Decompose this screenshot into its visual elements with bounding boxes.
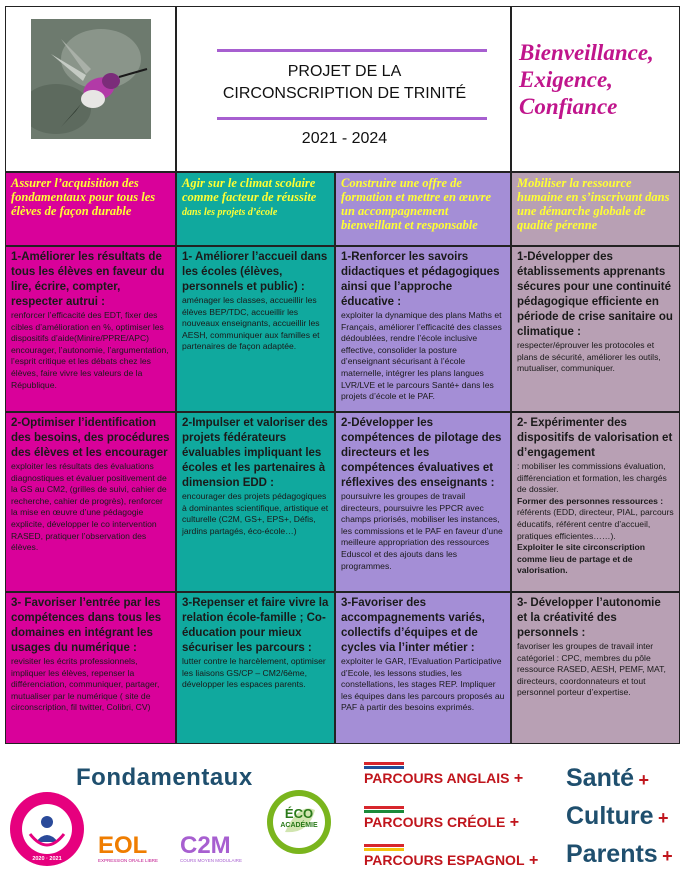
objective-extra-bold-text: Exploiter le site circonscription comme lieu de partage et de valorisation. (517, 542, 645, 576)
parents-text: Parents (566, 840, 658, 868)
objective-extra-title: Former des personnes ressources : (517, 495, 664, 506)
plus-icon: + (513, 770, 524, 787)
objective-extra-desc: référents (EDD, directeur, PIAL, parcours éducatifs, référent centre d’accueil, pratiques efficientes……). (517, 507, 674, 541)
objective-title: 1- Améliorer l’accueil dans les écoles (élèves, personnels et public) : (182, 251, 328, 293)
objective-3-1 (335, 246, 511, 412)
objective-2-3 (176, 592, 335, 744)
parcours-creole-logo (364, 814, 519, 832)
column-heading-1 (5, 172, 176, 246)
eco-logo-sub: ACADÉMIE (280, 822, 318, 829)
objective-desc: poursuivre les groupes de travail directeurs, poursuivre les PPCR avec champs priorisés, mobiliser les instances, les commissions et le PAF en faveur d’une meilleure appropriation des ressources Eduscol et des ajouts dans les programmes. (341, 491, 503, 571)
parents-plus-logo (566, 840, 673, 869)
plus-icon: + (528, 852, 539, 869)
column-heading-3-text: Construire une offre de formation et mettre en œuvre un accompagnement bienveillant et responsable (341, 176, 491, 232)
plus-icon: + (638, 770, 650, 790)
objective-title: 1-Renforcer les savoirs didactiques et pédagogiques ainsi que l’approche éducative : (341, 251, 500, 308)
column-heading-4 (511, 172, 680, 246)
objective-title: 2-Impulser et valoriser des projets fédérateurs évaluables impliquant les écoles et les partenaires à dimension EDD : (182, 417, 328, 489)
column-heading-1-text: Assurer l’acquisition des fondamentaux pour tous les élèves de façon durable (11, 176, 156, 218)
flag-stripe-icon (364, 844, 404, 852)
flag-stripe-icon (364, 762, 404, 770)
fondamentaux-logo (76, 764, 253, 792)
objective-3-3 (335, 592, 511, 744)
objective-4-1 (511, 246, 680, 412)
flag-stripe-icon (364, 806, 404, 814)
column-heading-2-sub: dans les projets d’école (182, 207, 278, 218)
objective-2-2 (176, 412, 335, 592)
eco-academie-logo (265, 788, 333, 856)
plus-icon: + (657, 808, 669, 828)
objective-title: 3-Favoriser des accompagnements variés, collectifs d’équipes et de cycles via l’inter métier : (341, 597, 485, 654)
objective-4-3 (511, 592, 680, 744)
culture-plus-logo (566, 802, 668, 831)
column-heading-2-text: Agir sur le climat scolaire comme facteur de réussite (182, 176, 317, 204)
objective-extra-bold (517, 542, 674, 577)
objective-desc: revisiter les écrits professionnels, impliquer les élèves, repenser la différenciation, communiquer, partager, mutualiser par le numérique ( site de circonscription, fil twitter, Colibri, CV) (11, 656, 160, 713)
column-heading-2 (176, 172, 335, 246)
plus-icon: + (662, 846, 673, 866)
years-label: 2021 - 2024 (301, 130, 388, 147)
objective-title: 1-Développer des établissements apprenants sécures pour une continuité pédagogique efficiente en période de crise sanitaire ou climatique : (517, 251, 673, 338)
objective-desc: exploiter les résultats des évaluations diagnostiques et évaluer positivement de la GS au CM2, (grilles de suivi, cahier de recherche, cahier de progrès), renforcer la mise en œuvre d’une pédagogie explicite, développer le co intervention RASED, pratiquer l’observation des élèves. (11, 461, 167, 553)
eco-logo-text: ÉCO (284, 806, 314, 821)
column-heading-3 (335, 172, 511, 246)
eol-logo-text: EOL (98, 832, 148, 859)
header-title-cell (176, 6, 511, 172)
objective-title: 2- Expérimenter des dispositifs de valorisation et d’engagement (517, 417, 673, 459)
column-heading-4-text: Mobiliser la ressource humaine en s’inscrivant dans une démarche globale de qualité pérenne (517, 176, 670, 232)
objective-1-3 (5, 592, 176, 744)
page-title (177, 61, 511, 105)
objective-desc: exploiter la dynamique des plans Maths et Français, améliorer l’efficacité des classes dédoublées, rendre l’école inclusive effective, consolider la posture d’enseignant sécurisant à l’école maternelle, intégrer les plans langues LVR/LVE et le parcours Santé+ dans les projets d’école et le PAF. (341, 310, 502, 402)
parcours-anglais-text: PARCOURS ANGLAIS (364, 770, 510, 786)
objective-4-2 (511, 412, 680, 592)
objective-2-1 (176, 246, 335, 412)
title-bar-bottom (217, 117, 487, 120)
hummingbird-image (31, 19, 151, 139)
objective-desc: : mobiliser les commissions évaluation, différenciation et formation, les chargés de dossier. (517, 461, 667, 495)
tagline (519, 39, 654, 120)
objective-desc: favoriser les groupes de travail inter catégoriel : CPC, membres du pôle ressource RASED, AESH, PEMF, MAT, directeurs, coordonnateurs et tout personnel porteur d’expertise. (517, 641, 666, 698)
sante-plus-logo (566, 764, 649, 793)
culture-text: Culture (566, 802, 654, 830)
parcours-espagnol-text: PARCOURS ESPAGNOL (364, 852, 525, 868)
eol-logo (98, 834, 162, 863)
objective-title: 2-Développer les compétences de pilotage des directeurs et les compétences évaluatives et réflexives des enseignants : (341, 417, 502, 489)
objective-3-2 (335, 412, 511, 592)
tagline-3: Confiance (519, 94, 618, 119)
objective-title: 3-Repenser et faire vivre la relation école-famille ; Co-éducation pour mieux sécuriser les parcours : (182, 597, 329, 654)
parcours-creole-text: PARCOURS CRÉOLE (364, 814, 506, 830)
objective-extra (517, 496, 674, 542)
objective-title: 3- Développer l’autonomie et la créativité des personnels : (517, 597, 661, 639)
badge-text: MISE À NIVEAU RENFORCÉE (8, 788, 86, 794)
header-image-cell (5, 6, 176, 172)
fondamentaux-logo-text: Fondamentaux (76, 764, 253, 791)
objective-desc: renforcer l’efficacité des EDT, fixer des cibles d’amélioration en %, optimiser les dispositifs d’aide(Minire/PPRE/APC) encourager, l’autonomie, l’argumentation, l’esprit critique et les débats chez les élèves, faire vivre les valeurs de la République. (11, 310, 169, 390)
title-line-1: PROJET DE LA (287, 63, 402, 80)
tagline-1: Bienveillance, (519, 40, 654, 65)
title-bar-top (217, 49, 487, 52)
header-tagline-cell (511, 6, 680, 172)
c2m-logo-sub: COURS MOYEN MODULAIRE (180, 858, 243, 863)
parcours-espagnol-logo (364, 852, 538, 870)
objective-desc: encourager des projets pédagogiques à dominantes scientifique, artistique et culturelle (C2M, GS+, EPS+, Défis, jardins partagés, éco-école…) (182, 491, 329, 536)
parcours-anglais-logo (364, 770, 523, 788)
objective-desc: respecter/éprouver les protocoles et plans de sécurité, améliorer les outils, mutualiser, communiquer. (517, 340, 661, 374)
objective-desc: aménager les classes, accueillir les élèves BEP/TDC, accueillir les nouveaux enseignants, accueillir les AESH, communiquer aux familles et partenaires de façon adaptée. (182, 295, 320, 352)
objective-title: 3- Favoriser l’entrée par les compétences dans tous les domaines en intégrant les usages du numérique : (11, 597, 162, 654)
sante-text: Santé (566, 764, 635, 792)
title-line-2: CIRCONSCRIPTION DE TRINITÉ (222, 85, 467, 102)
plus-icon: + (509, 814, 520, 831)
badge-years: 2020 · 2021 (32, 856, 62, 862)
objective-1-2 (5, 412, 176, 592)
objective-title: 1-Améliorer les résultats de tous les élèves en faveur du lire, écrire, compter, respecter autrui : (11, 251, 165, 308)
eol-logo-sub: EXPRESSION ORALE LIBRE (98, 858, 159, 863)
c2m-logo-text: C2M (180, 832, 231, 859)
objective-title: 2-Optimiser l’identification des besoins, des procédures des élèves et les encourager (11, 417, 170, 459)
objective-desc: exploiter le GAR, l’Evaluation Participative d’Ecole, les lessons studies, les constellations, les stages REP. Impliquer les équipes dans les parcours proposés au PAF à partir des besoins exprimés. (341, 656, 505, 713)
objective-1-1 (5, 246, 176, 412)
c2m-logo (180, 834, 248, 863)
mise-a-niveau-badge (8, 790, 86, 868)
objective-desc: lutter contre le harcèlement, optimiser les liaisons GS/CP – CM2/6ème, développer les espaces parents. (182, 656, 326, 690)
tagline-2: Exigence, (519, 67, 613, 92)
